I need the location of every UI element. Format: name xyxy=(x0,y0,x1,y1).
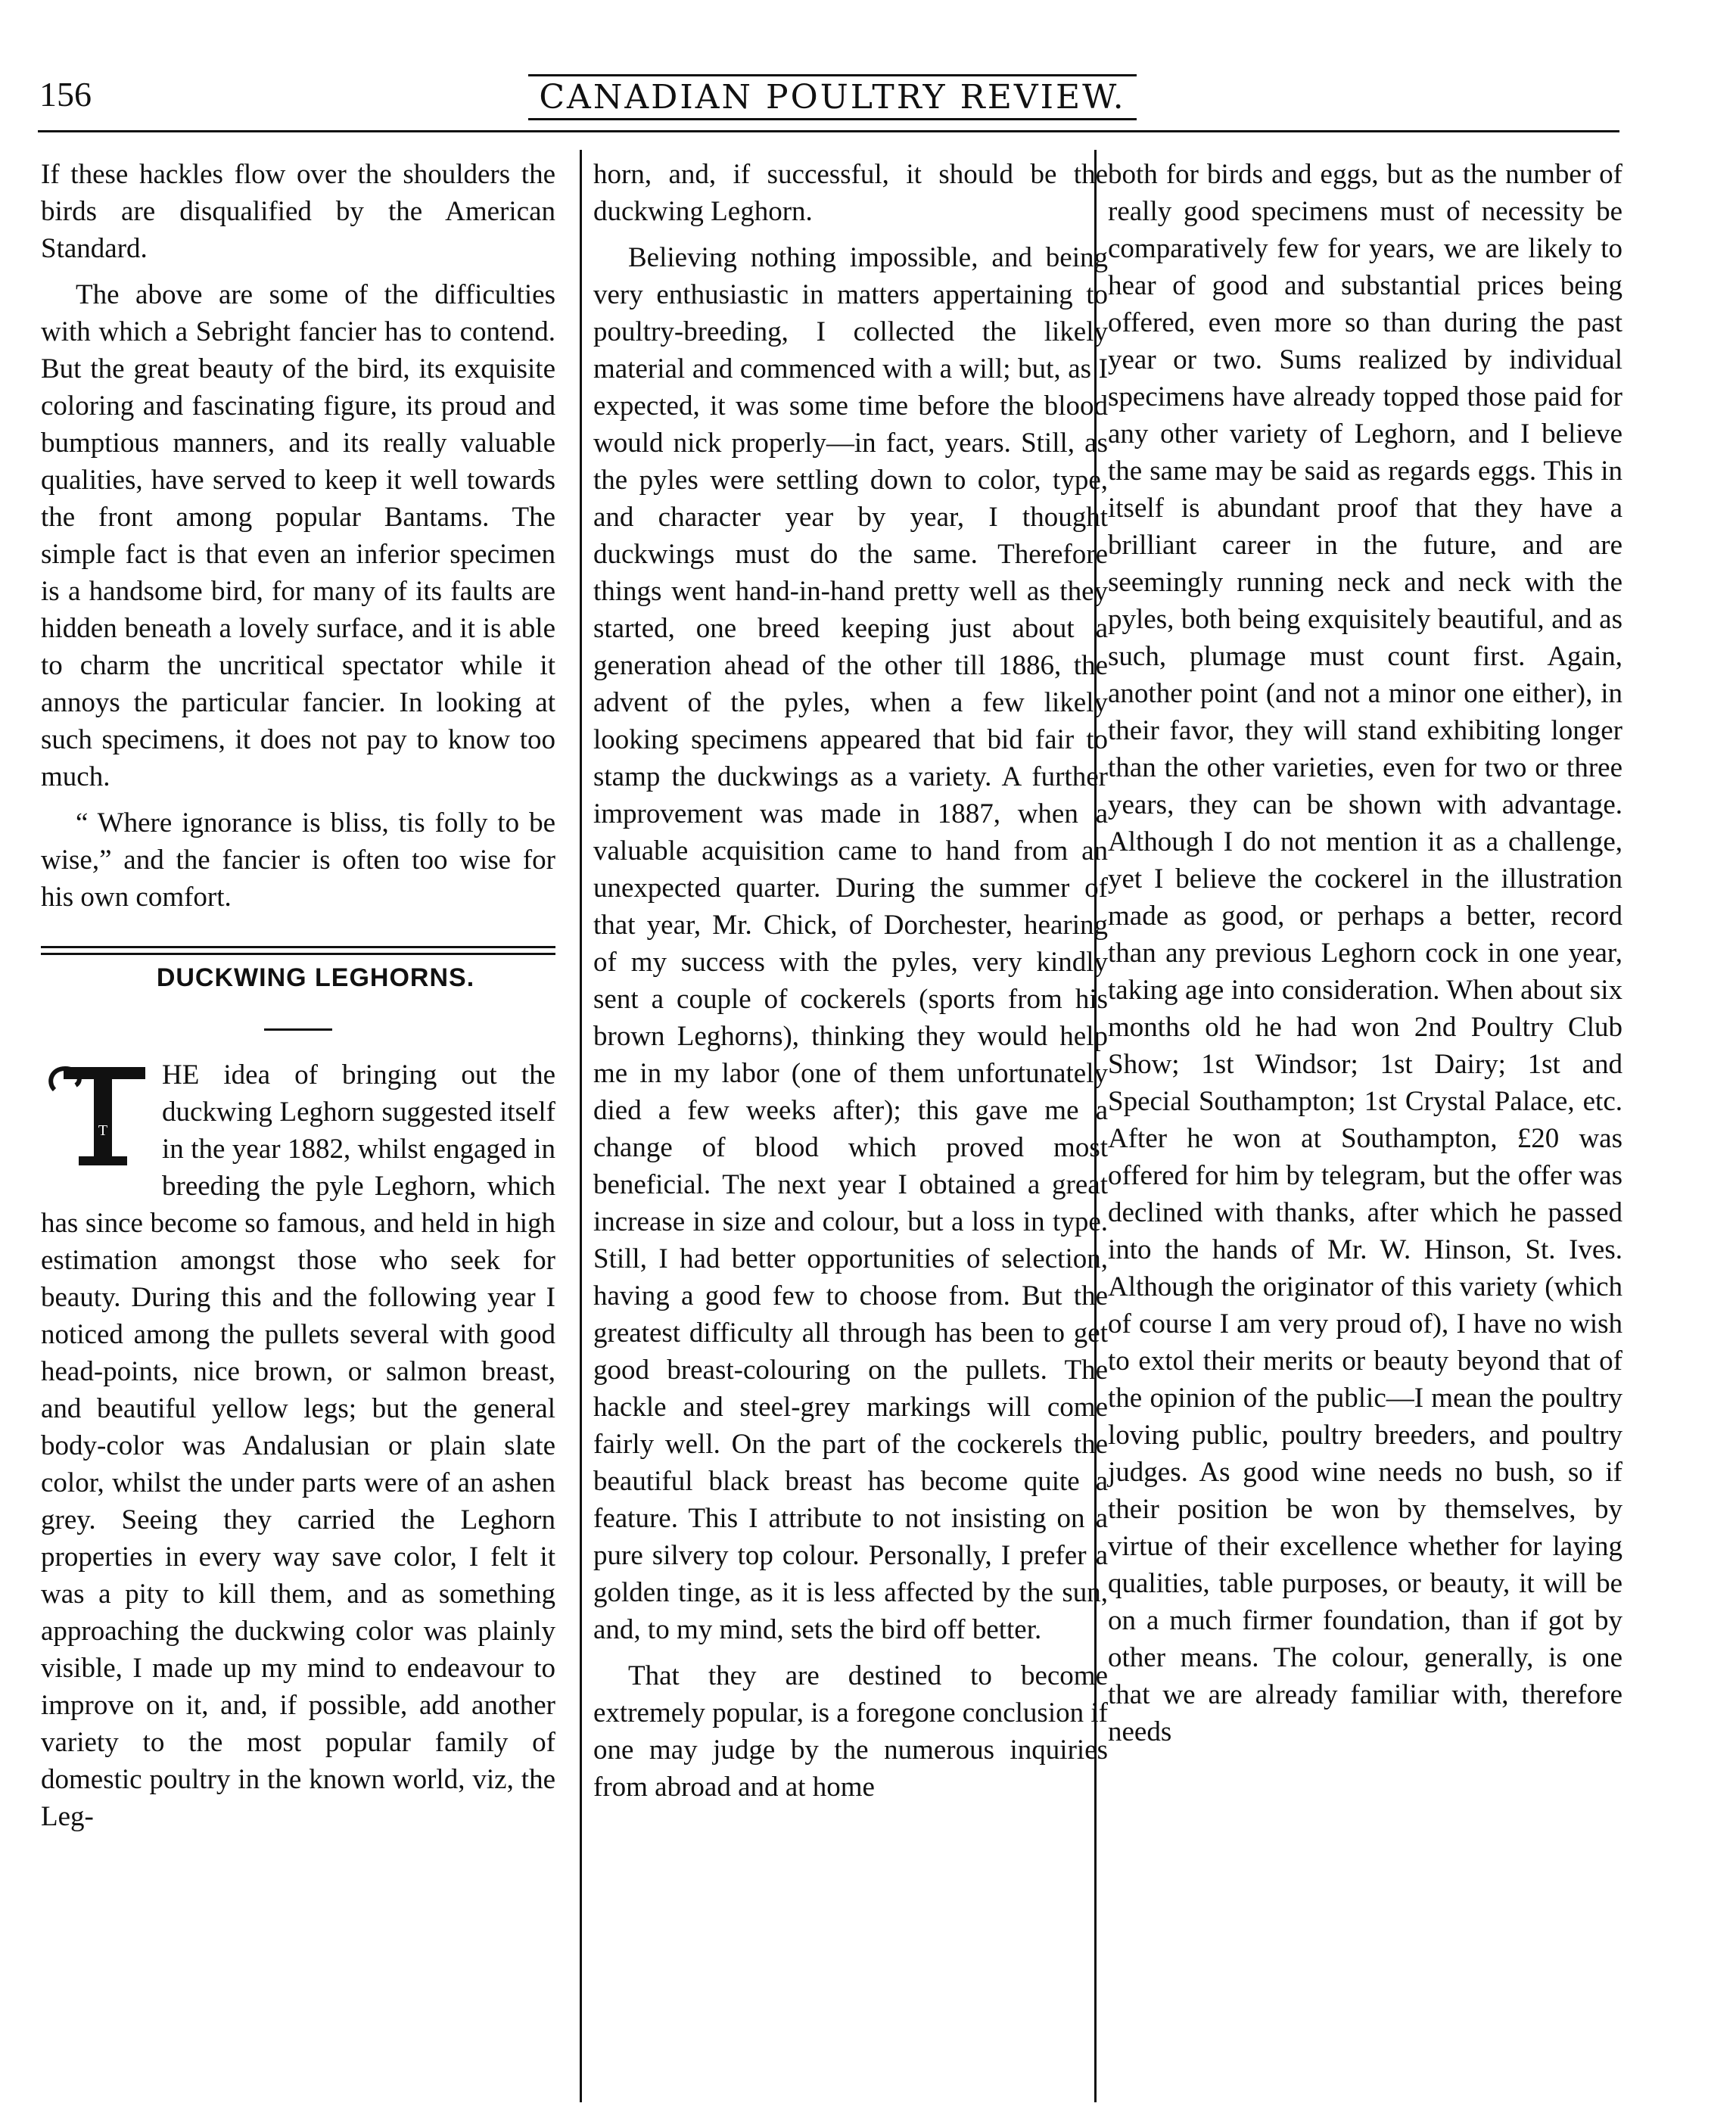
column-1 xyxy=(41,156,555,1835)
drop-cap-letter xyxy=(41,1059,154,1173)
paragraph: horn, and, if successful, it should be the duckwing Leghorn. xyxy=(593,159,1108,227)
section-divider xyxy=(41,946,555,955)
paragraph: The above are some of the difficulties with which a Sebright fancier has to contend. But the great beauty of the bird, its exquisite coloring and fascinating figure, its proud and bumptious manners, and its really valuable qualities, have served to keep it well towards the front among popular Bantams. The simple fact is that even an inferior specimen is a handsome bird, for many of its faults are hidden beneath a lovely surface, and it is able to charm the uncritical spectator while it annoys the particular fancier. In looking at such specimens, it does not pay to know too much. xyxy=(41,279,555,792)
masthead-title: CANADIAN POULTRY REVIEW. xyxy=(528,74,1136,120)
drop-cap-text: T xyxy=(98,1122,108,1139)
paragraph: Believing nothing impossible, and being very enthusiastic in matters appertaining to poultry-breeding, I collected the likely material and commenced with a will; but, as I expected, it was some time before the blood would nick properly—in fact, years. Still, as the pyles were settling down to color, type, and character year by year, I thought duckwings must do the same. Therefore things went hand-in-hand pretty well as they started, one breed keeping just about a generation ahead of the other till 1886, the advent of the pyles, when a few likely looking specimens appeared that bid fair to stamp the duckwings as a variety. A further improvement was made in 1887, when a valuable acquisition came to hand from an unexpected quarter. During the summer of that year, Mr. Chick, of Dorchester, hearing of my success with the pyles, very kindly sent a couple of cockerels (sports from his brown Leghorns), thinking they would help me in my labor (one of them unfortunately died a few weeks after); this gave me a change of blood which proved most beneficial. The next year I obtained a great increase in size and colour, but a loss in type. Still, I had better opportunities of selection, having a good few to choose from. But the greatest difficulty all through has been to get good breast-colouring on the pullets. The hackle and steel-grey markings will come fairly well. On the part of the cockerels the beautiful black breast has become quite a feature. This I attribute to not insisting on a pure silvery top colour. Personally, I prefer a golden tinge, as it is less affected by the sun, and, to my mind, sets the bird off better. xyxy=(593,242,1108,1645)
column-3 xyxy=(1108,156,1622,1750)
paragraph: both for birds and eggs, but as the number of really good specimens must of necessity be comparatively few for years, we are likely to hear of good and substantial prices being offered, even more so than during the past year or two. Sums realized by individual specimens have already topped those paid for any other variety of Leghorn, and I believe the same may be said as regards eggs. This in itself is abundant proof that they have a brilliant career in the future, and are seemingly running neck and neck with the pyles, both being exquisitely beautiful, and as such, plumage must count first. Again, another point (and not a minor one either), in their favor, they will stand exhibiting longer than the other varieties, even for two or three years, they can be shown with advantage. Although I do not mention it as a challenge, yet I believe the cockerel in the illustration made as good, or perhaps a better, record than any previous Leghorn cock in one year, taking age into consideration. When about six months old he had won 2nd Poultry Club Show; 1st Windsor; 1st Dairy; 1st and Special Southampton; 1st Crystal Palace, etc. After he won at Southampton, £20 was offered for him by telegram, but the offer was declined with thanks, after which he passed into the hands of Mr. W. Hinson, St. Ives. Although the originator of this variety (which of course I am very proud of), I have no wish to extol their merits or beauty beyond that of the opinion of the public—I mean the poultry loving public, poultry breeders, and poultry judges. As good wine needs no bush, so if their position be won by themselves, by virtue of their excellence whether for laying qualities, table purposes, or beauty, it will be on a much firmer foundation, than if got by other means. The colour, generally, is one that we are already familiar with, therefore needs xyxy=(1108,159,1622,1747)
article-first-paragraph: HE idea of bringing out the duckwing Leghorn suggested itself in the year 1882, whilst engaged in breeding the pyle Leghorn, which has since become so famous, and held in high estimation amongst those who seek for beauty. During this and the following year I noticed among the pullets several with good head-points, nice brown, or salmon breast, and beautiful yellow legs; but the general body-color was Andalusian or plain slate color, whilst the under parts were of an ashen grey. Seeing they carried the Leghorn properties in every way save color, I felt it was a pity to kill them, and as something approaching the duckwing color was plainly visible, I made up my mind to endeavour to improve on it, and, if possible, add another variety to the most popular family of domestic poultry in the known world, viz, the Leg- xyxy=(41,1059,555,1832)
section-title: DUCKWING LEGHORNS. xyxy=(156,963,475,992)
header-rule xyxy=(38,130,1619,132)
title-dash xyxy=(264,1028,332,1031)
column-2 xyxy=(593,156,1108,1806)
masthead xyxy=(530,67,1135,127)
paragraph: That they are destined to become extremely popular, is a foregone conclusion if one may judge by the numerous inquiries from abroad and at home xyxy=(593,1660,1108,1803)
column-divider xyxy=(580,150,582,2102)
paragraph: If these hackles flow over the shoulders the birds are disqualified by the American Standard. xyxy=(41,159,555,264)
paragraph: “ Where ignorance is bliss, tis folly to be wise,” and the fancier is often too wise for his own comfort. xyxy=(41,807,555,913)
drop-cap xyxy=(41,1059,154,1173)
page-number: 156 xyxy=(39,75,92,114)
